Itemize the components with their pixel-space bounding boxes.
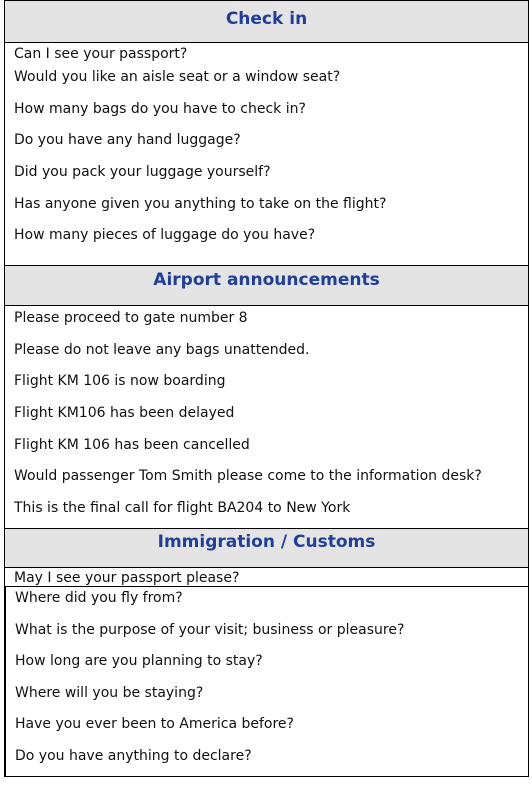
- phrase-line: Do you have anything to declare?: [15, 747, 252, 764]
- phrase-line: Would you like an aisle seat or a window seat?: [14, 69, 341, 85]
- phrase-line: May I see your passport please?: [5, 568, 529, 587]
- phrase-list: [5, 568, 528, 777]
- section-title: Check in: [5, 1, 528, 43]
- phrase-line: Would passenger Tom Smith please come to the information desk?: [14, 468, 482, 485]
- phrase-line: Please do not leave any bags unattended.: [14, 341, 310, 358]
- phrase-line: Has anyone given you anything to take on the flight?: [14, 195, 387, 212]
- phrase-line: This is the final call for flight BA204 to New York: [14, 499, 351, 516]
- section-airport-announcements: [4, 266, 529, 529]
- phrase-line: Where will you be staying?: [15, 684, 204, 701]
- phrase-box: [5, 587, 529, 777]
- phrase-line: How long are you planning to stay?: [15, 653, 263, 670]
- phrase-sheet: [4, 0, 529, 777]
- phrase-line: Flight KM 106 has been cancelled: [14, 436, 250, 453]
- phrase-line: Where did you fly from?: [15, 590, 183, 607]
- phrase-line: Do you have any hand luggage?: [14, 132, 241, 149]
- section-check-in: [4, 0, 529, 266]
- phrase-line: Flight KM 106 is now boarding: [14, 373, 226, 390]
- phrase-line: Did you pack your luggage yourself?: [14, 164, 271, 181]
- phrase-line: Please proceed to gate number 8: [14, 310, 248, 327]
- phrase-line: Have you ever been to America before?: [15, 716, 294, 733]
- section-title: Immigration / Customs: [5, 529, 528, 568]
- phrase-line: How many pieces of luggage do you have?: [14, 227, 316, 244]
- section-title: Airport announcements: [5, 266, 528, 306]
- section-immigration-customs: [4, 529, 529, 777]
- phrase-line: Flight KM106 has been delayed: [14, 404, 235, 421]
- phrase-list: [5, 43, 528, 265]
- phrase-line: Can I see your passport?: [14, 46, 188, 62]
- phrase-list: [5, 306, 528, 528]
- phrase-line: How many bags do you have to check in?: [14, 100, 306, 117]
- phrase-line: What is the purpose of your visit; business or pleasure?: [15, 621, 405, 638]
